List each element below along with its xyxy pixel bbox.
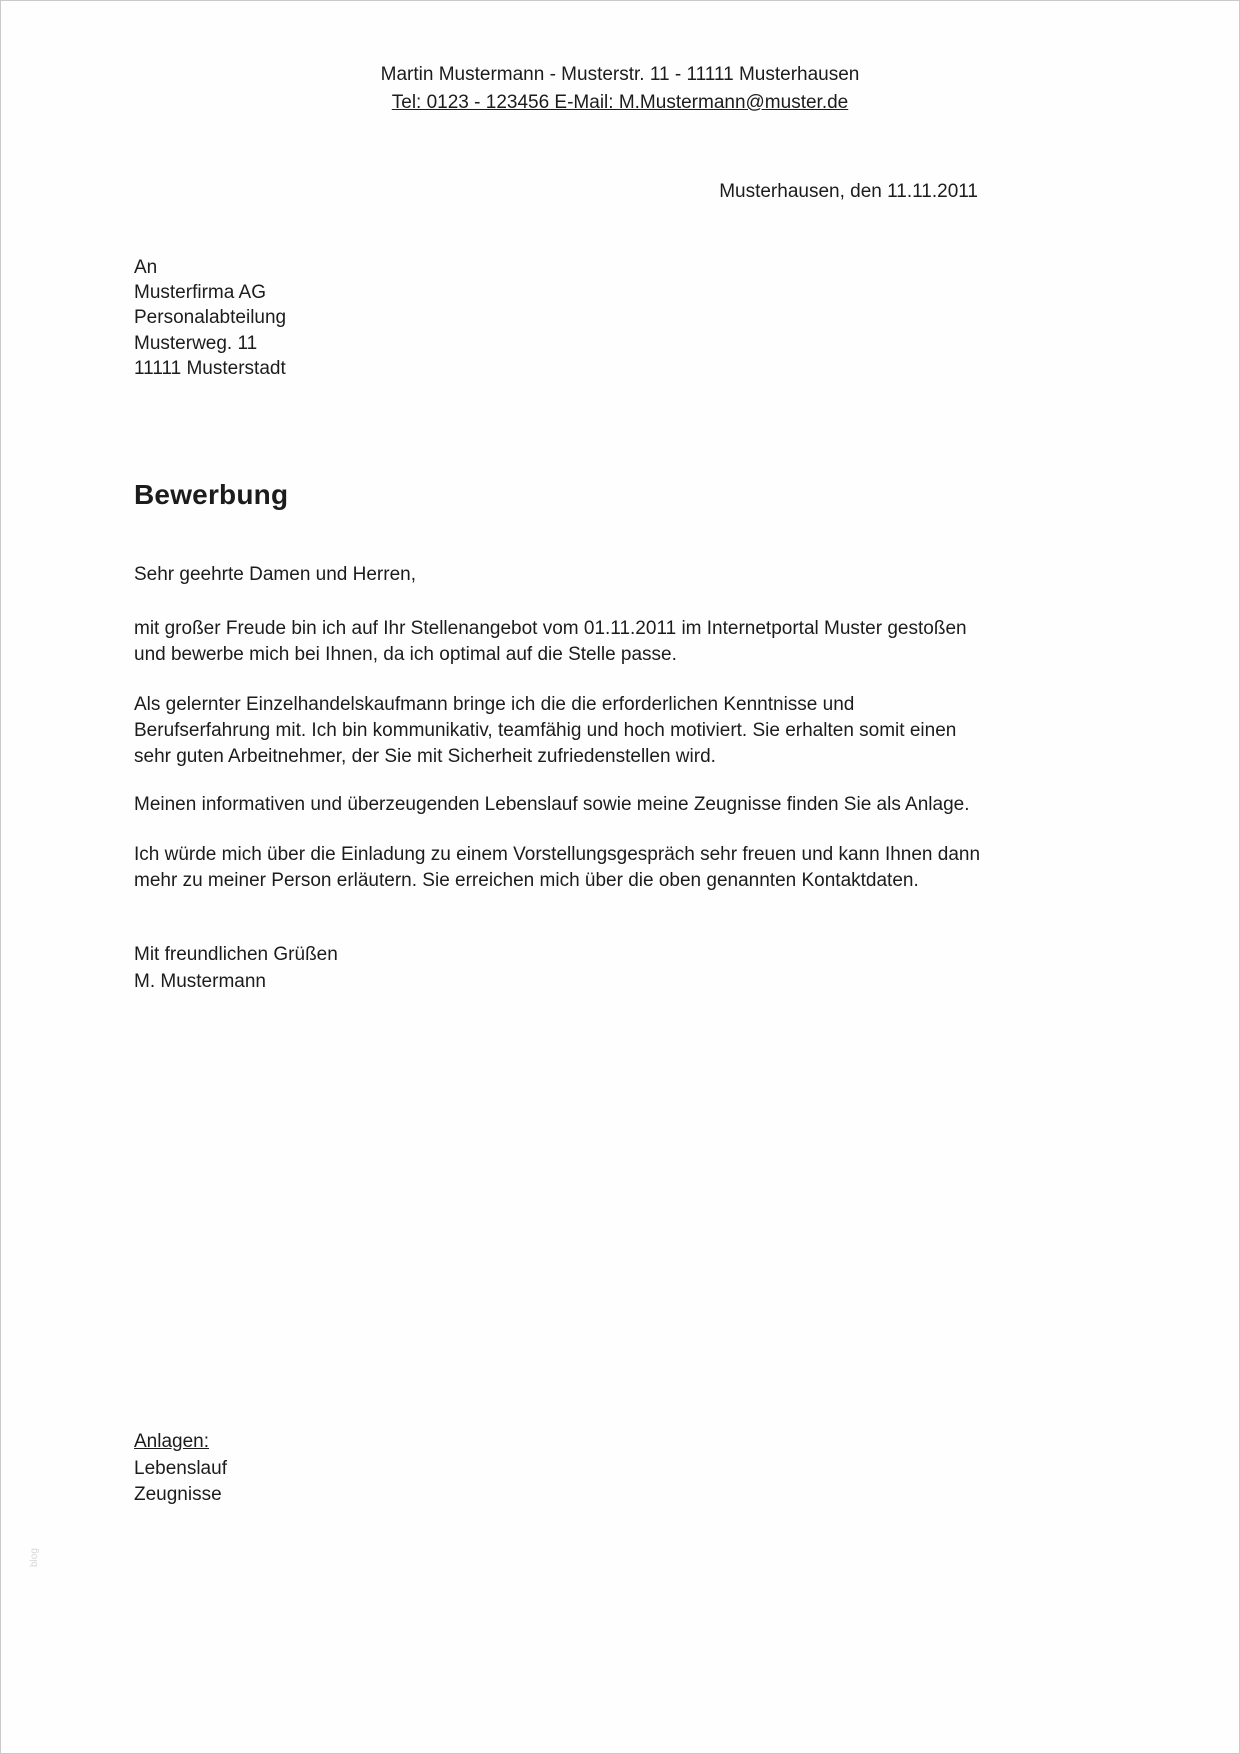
page-watermark: blog bbox=[29, 1548, 40, 1567]
sender-contact-line: Tel: 0123 - 123456 E-Mail: M.Mustermann@muster.de bbox=[391, 92, 849, 113]
recipient-line: 11111 Musterstadt bbox=[134, 357, 286, 379]
recipient-line: Musterweg. 11 bbox=[134, 332, 258, 354]
date-line: Musterhausen, den 11.11.2011 bbox=[719, 181, 978, 202]
recipient-line: Musterfirma AG bbox=[134, 282, 266, 304]
sender-address-line: Martin Mustermann - Musterstr. 11 - 11111 Musterhausen bbox=[380, 64, 860, 85]
body-paragraph: Ich würde mich über die Einladung zu einem Vorstellungsgespräch sehr freuen und kann Ihnen dann mehr zu meiner Person erläutern. Sie erreichen mich über die oben genannten Kontaktdaten. bbox=[134, 844, 981, 891]
closing-block bbox=[134, 942, 338, 995]
body-paragraph: mit großer Freude bin ich auf Ihr Stellenangebot vom 01.11.2011 im Internetportal Muster gestoßen und bewerbe mich bei Ihnen, da ich optimal auf die Stelle passe. bbox=[134, 618, 967, 665]
body-paragraph: Als gelernter Einzelhandelskaufmann bringe ich die die erforderlichen Kenntnisse und Berufserfahrung mit. Ich bin kommunikativ, teamfähig und hoch motiviert. Sie erhalten somit einen sehr guten Arbeitnehmer, der Sie mit Sicherheit zufriedenstellen wird. bbox=[134, 694, 957, 767]
closing-phrase: Mit freundlichen Grüßen bbox=[134, 944, 338, 965]
attachments-heading: Anlagen: bbox=[134, 1431, 210, 1452]
subject-heading: Bewerbung bbox=[134, 479, 289, 510]
recipient-block bbox=[134, 255, 286, 381]
recipient-line: An bbox=[134, 257, 158, 278]
attachment-item: Lebenslauf bbox=[134, 1457, 227, 1479]
salutation: Sehr geehrte Damen und Herren, bbox=[134, 564, 416, 585]
attachments-block bbox=[134, 1429, 227, 1509]
body-paragraph: Meinen informativen und überzeugenden Lebenslauf sowie meine Zeugnisse finden Sie als Anlage. bbox=[134, 794, 970, 815]
recipient-line: Personalabteilung bbox=[134, 307, 287, 329]
signature-name: M. Mustermann bbox=[134, 970, 266, 992]
letter-header bbox=[1, 61, 1239, 117]
attachment-item: Zeugnisse bbox=[134, 1484, 222, 1505]
